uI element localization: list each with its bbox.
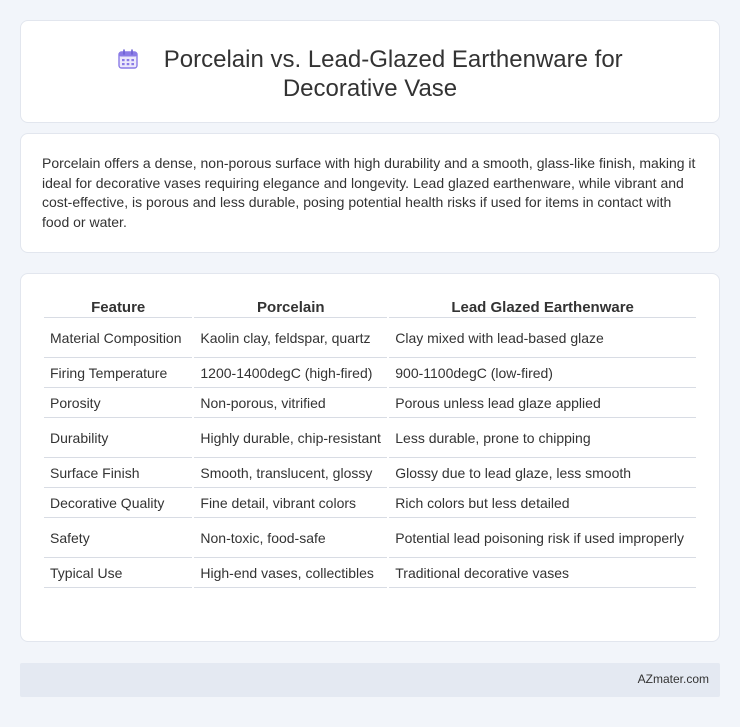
header-earthenware: Lead Glazed Earthenware bbox=[389, 296, 696, 318]
row-feature: Durability bbox=[44, 418, 192, 458]
row-feature: Material Composition bbox=[44, 318, 192, 358]
row-feature: Safety bbox=[44, 518, 192, 558]
row-porcelain: High-end vases, collectibles bbox=[194, 558, 387, 588]
page-title: Porcelain vs. Lead-Glazed Earthenware for Decorative Vase bbox=[163, 46, 623, 102]
table-header-row bbox=[44, 296, 696, 318]
summary-text: Porcelain offers a dense, non-porous surface with high durability and a smooth, glass-like finish, making it ideal for decorative vases requiring elegance and longevity. Lead glazed earthenware, while vibrant and cost-effective, is porous and less durable, posing potential health risks if used for items in contact with food or water. bbox=[42, 155, 696, 230]
table-row bbox=[44, 388, 696, 418]
title-card bbox=[20, 20, 720, 123]
row-earthenware: Less durable, prone to chipping bbox=[389, 418, 696, 458]
row-porcelain: Fine detail, vibrant colors bbox=[194, 488, 387, 518]
row-porcelain: Non-toxic, food-safe bbox=[194, 518, 387, 558]
row-earthenware: Potential lead poisoning risk if used improperly bbox=[389, 518, 696, 558]
row-feature: Firing Temperature bbox=[44, 358, 192, 388]
row-porcelain: Smooth, translucent, glossy bbox=[194, 458, 387, 488]
footer-brand: AZmater.com bbox=[637, 672, 709, 686]
table-row bbox=[44, 318, 696, 358]
row-earthenware: 900-1100degC (low-fired) bbox=[389, 358, 696, 388]
table-row bbox=[44, 458, 696, 488]
page-header bbox=[21, 45, 719, 103]
row-feature: Decorative Quality bbox=[44, 488, 192, 518]
row-earthenware: Glossy due to lead glaze, less smooth bbox=[389, 458, 696, 488]
comparison-card bbox=[20, 273, 720, 642]
summary-card bbox=[20, 133, 720, 253]
table-row bbox=[44, 518, 696, 558]
row-feature: Typical Use bbox=[44, 558, 192, 588]
row-porcelain: Highly durable, chip-resistant bbox=[194, 418, 387, 458]
row-feature: Porosity bbox=[44, 388, 192, 418]
header-porcelain: Porcelain bbox=[194, 296, 387, 318]
table-row bbox=[44, 418, 696, 458]
row-earthenware: Clay mixed with lead-based glaze bbox=[389, 318, 696, 358]
row-porcelain: 1200-1400degC (high-fired) bbox=[194, 358, 387, 388]
calendar-icon bbox=[117, 48, 139, 70]
table-row bbox=[44, 358, 696, 388]
row-earthenware: Traditional decorative vases bbox=[389, 558, 696, 588]
footer-bar bbox=[20, 663, 720, 697]
row-porcelain: Kaolin clay, feldspar, quartz bbox=[194, 318, 387, 358]
table-row bbox=[44, 488, 696, 518]
row-earthenware: Porous unless lead glaze applied bbox=[389, 388, 696, 418]
comparison-table bbox=[42, 296, 698, 588]
header-feature: Feature bbox=[44, 296, 192, 318]
row-porcelain: Non-porous, vitrified bbox=[194, 388, 387, 418]
table-row bbox=[44, 558, 696, 588]
row-feature: Surface Finish bbox=[44, 458, 192, 488]
row-earthenware: Rich colors but less detailed bbox=[389, 488, 696, 518]
